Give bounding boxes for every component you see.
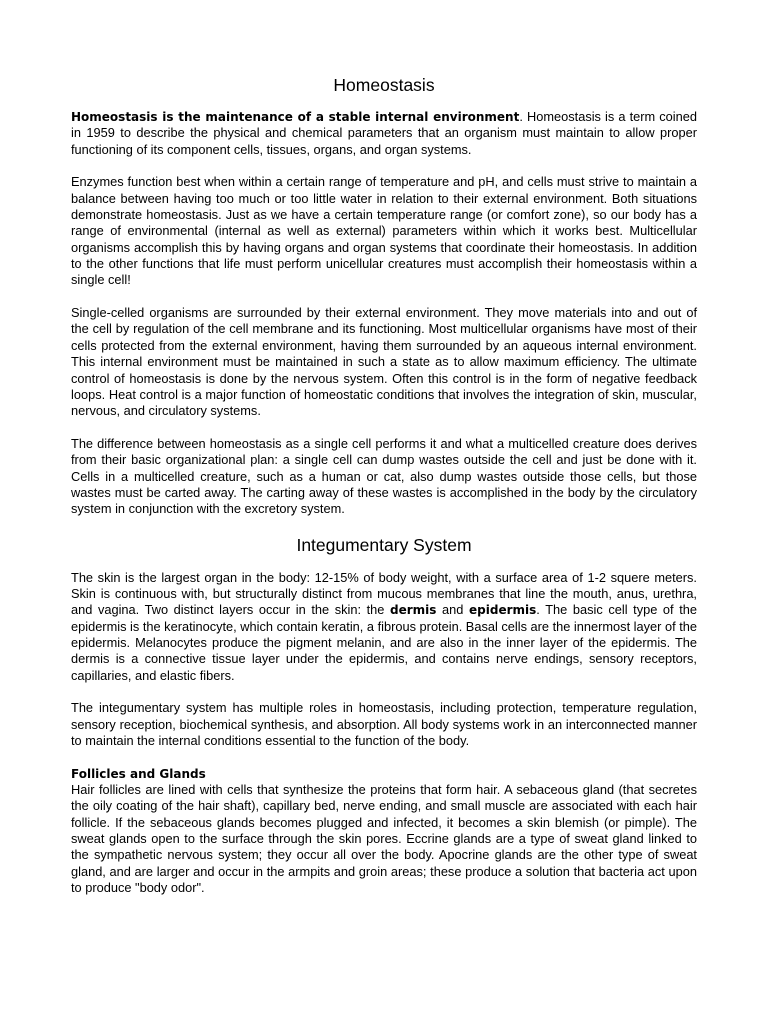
subsection-title-follicles: Follicles and Glands [71, 766, 206, 781]
term-epidermis: epidermis [469, 603, 537, 618]
paragraph-enzymes: Enzymes function best when within a certain range of temperature and pH, and cells must strive to maintain a balance between having too much or too little water in relation to their external environment. Both situations demonstrate homeostasis. Just as we have a certain temperature range (or comfort zone), so our body has a range of environmental (internal as well as external) parameters within which it works best. Multicellular organisms accomplish this by having organs and organ systems that coordinate their homeostasis. In addition to the other functions that life must perform unicellular creatures must accomplish their homeostasis within a single cell! [71, 174, 697, 288]
skin-text-part1: The skin is the largest organ in the body: 12-15% of body weight, with a surface area of 1-2 squere meters. Skin is continuous with, but structurally distinct from mucous membranes that line the mouth, anus, urethra, and vagina. Two distinct layers occur in the skin: the [71, 569, 697, 618]
paragraph-roles: The integumentary system has multiple roles in homeostasis, including protection, temperature regulation, sensory reception, biochemical synthesis, and absorption. All body systems work in an interconnected manner to maintain the internal conditions essential to the function of the body. [71, 700, 697, 749]
subsection-heading-row [71, 766, 697, 782]
definition-text: . Homeostasis is a term coined in 1959 to describe the physical and chemical parameters that an organism must maintain to allow proper functioning of its component cells, tissues, organs, and organ systems. [71, 109, 697, 157]
paragraph-single-celled: Single-celled organisms are surrounded by their external environment. They move materials into and out of the cell by regulation of the cell membrane and its functioning. Most multicellular organisms have most of their cells protected from the external environment, having them surrounded by an aqueous internal environment. This internal environment must be maintained in such a state as to allow maximum efficiency. The ultimate control of homeostasis is done by the nervous system. Often this control is in the form of negative feedback loops. Heat control is a major function of homeostatic conditions that involves the integration of skin, muscular, nervous, and circulatory systems. [71, 305, 697, 419]
definition-lead: Homeostasis is the maintenance of a stable internal environment [71, 110, 520, 124]
paragraph-definition [71, 109, 697, 158]
term-dermis: dermis [390, 603, 437, 618]
section-title-homeostasis: Homeostasis [333, 75, 435, 95]
section-title-integumentary: Integumentary System [296, 534, 472, 555]
paragraph-difference: The difference between homeostasis as a single cell performs it and what a multicelled creature does derives from their basic organizational plan: a single cell can dump wastes outside the cell and just be done with it. Cells in a multicelled creature, such as a human or cat, also dump wastes outside those cells, but those wastes must be carted away. The carting away of these wastes is accomplished in the body by the circulatory system in conjunction with the excretory system. [71, 435, 697, 517]
document-page [71, 0, 697, 896]
skin-text-and: and [436, 602, 470, 618]
paragraph-follicles: Hair follicles are lined with cells that synthesize the proteins that form hair. A sebaceous gland (that secretes the oily coating of the hair shaft), capillary bed, nerve ending, and small muscle are associated with each hair follicle. If the sebaceous glands becomes plugged and infected, it becomes a skin blemish (or pimple). The sweat glands open to the surface through the skin pores. Eccrine glands are a type of sweat gland linked to the sympathetic nervous system; they occur all over the body. Apocrine glands are the other type of sweat gland, and are larger and occur in the armpits and groin areas; these produce a solution that bacteria act upon to produce "body odor". [71, 782, 697, 896]
paragraph-skin [71, 570, 697, 684]
skin-text-part2: . The basic cell type of the epidermis is the keratinocyte, which contain keratin, a fibrous protein. Basal cells are the innermost layer of the epidermis. Melanocytes produce the pigment melanin, and are also in the inner layer of the epidermis. The dermis is a connective tissue layer under the epidermis, and contains nerve endings, sensory receptors, capillaries, and elastic fibers. [71, 602, 698, 683]
